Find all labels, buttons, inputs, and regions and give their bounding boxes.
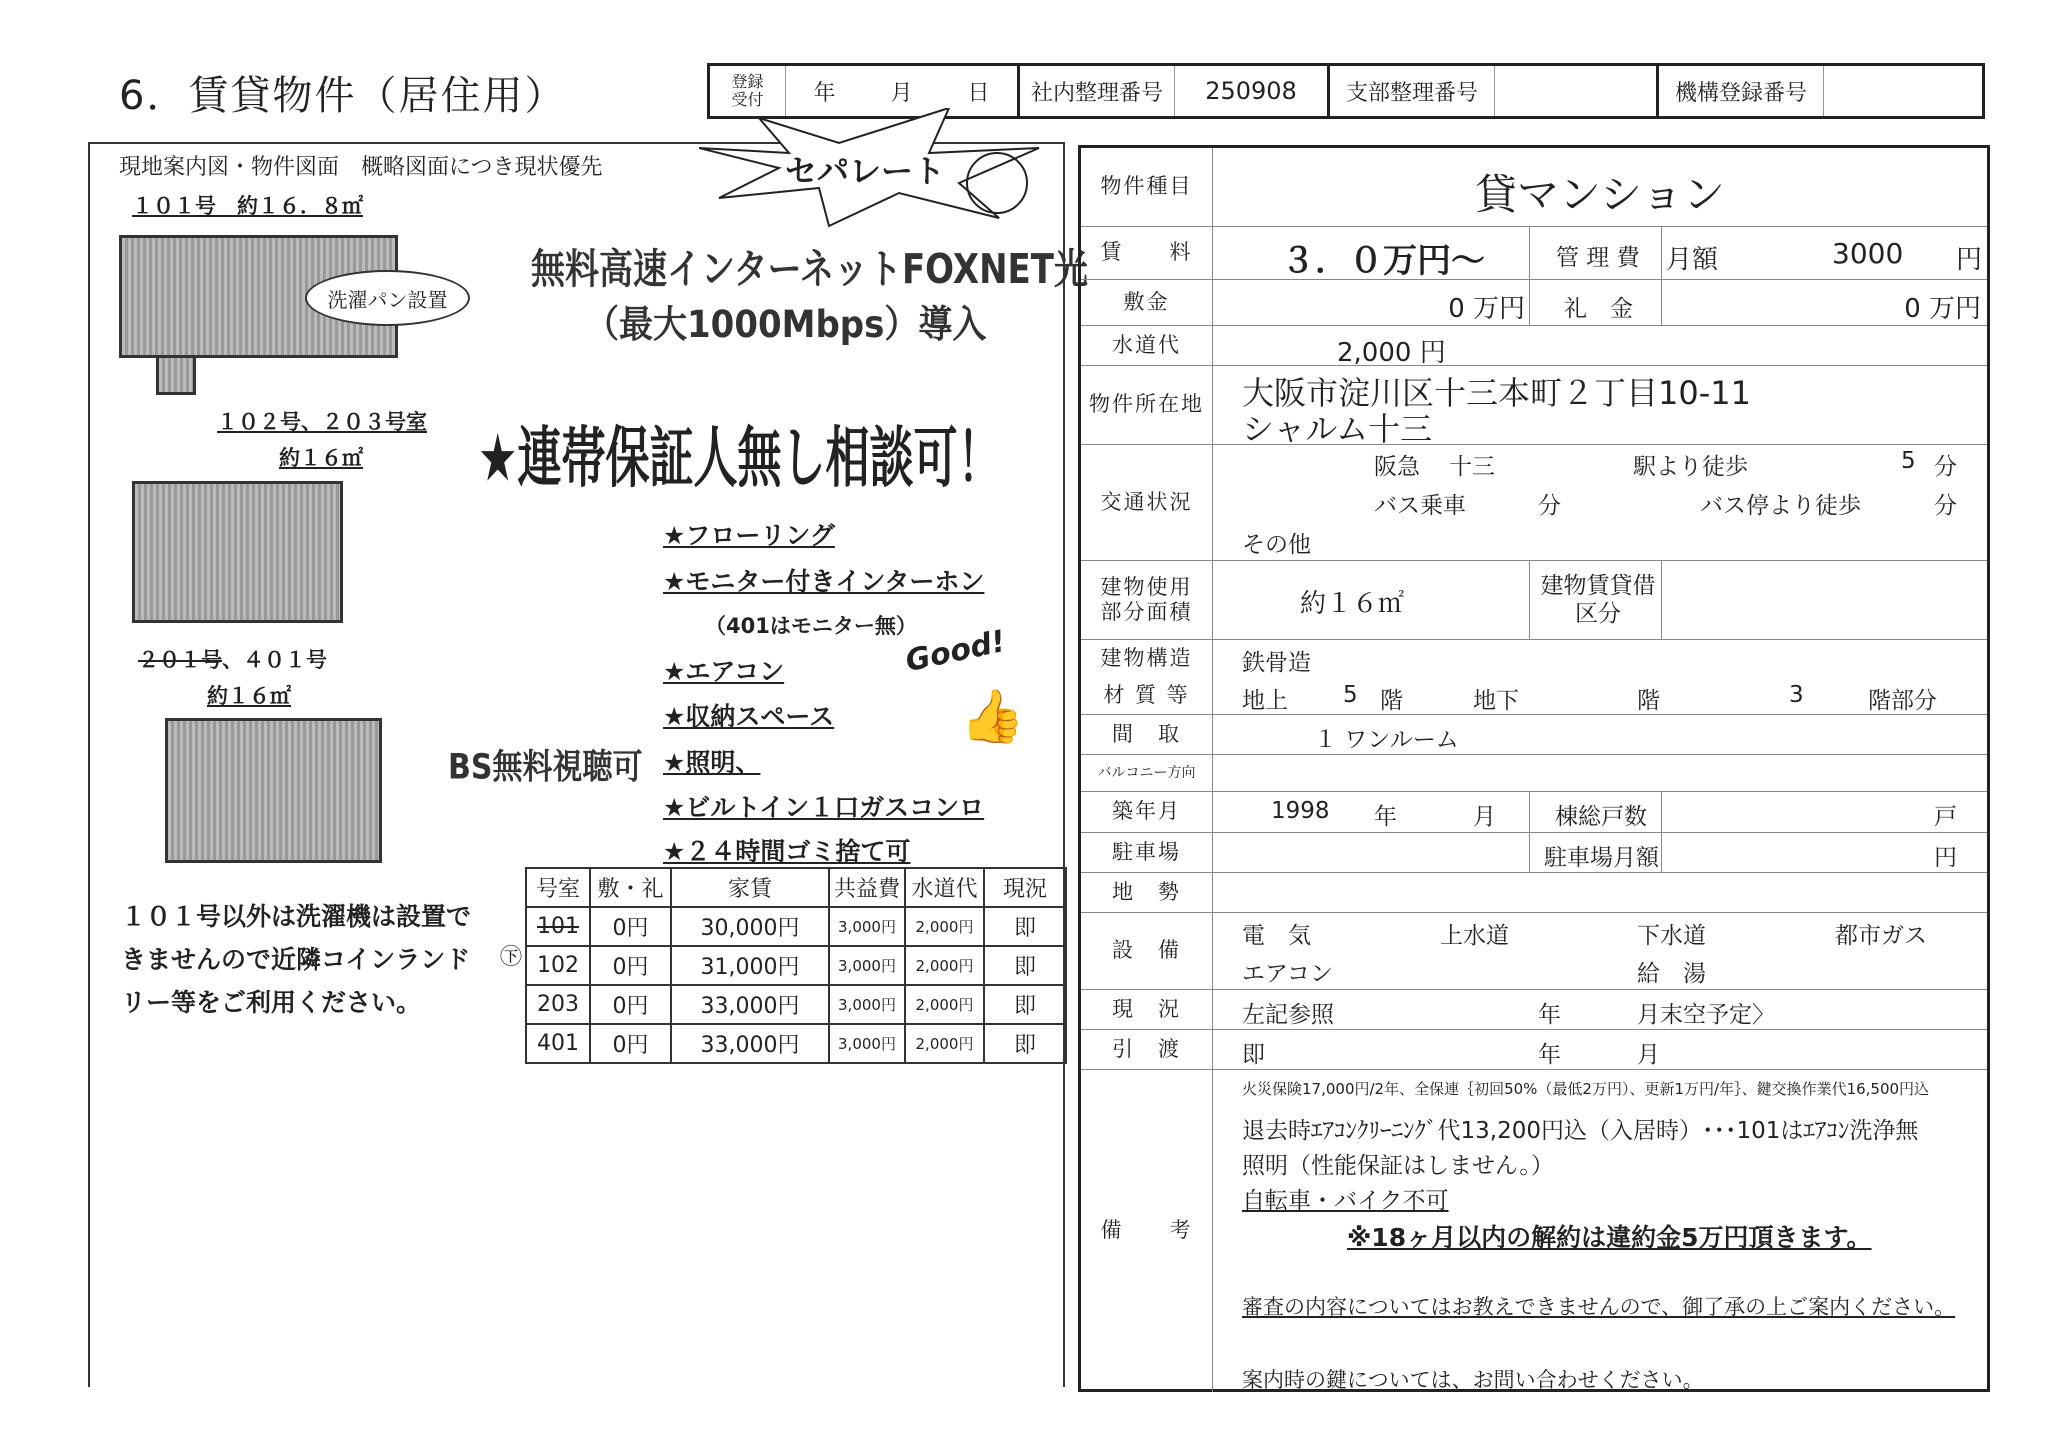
cell: 0円: [590, 946, 671, 985]
label: バルコニー方向: [1081, 755, 1213, 791]
remark-penalty: ※18ヶ月以内の解約は違約金5万円頂きます。: [1347, 1223, 1872, 1252]
floor-plan-401: [165, 718, 382, 863]
row-parking: [1081, 833, 1987, 873]
rent-value: ３．０万円～: [1281, 241, 1485, 281]
col-room: 号室: [526, 868, 590, 907]
units-suffix: 戸: [1934, 804, 1957, 830]
down-mark: ㊦: [500, 945, 523, 970]
label: 建物構造: [1100, 645, 1193, 670]
equip-sewer: 下水道: [1637, 923, 1706, 949]
row-balcony: [1081, 755, 1987, 792]
label: 備 考: [1081, 1070, 1213, 1392]
property-details-table: [1078, 145, 1990, 1392]
remark-line: 照明（性能保証はしません。）: [1242, 1153, 1554, 1179]
address-line2: シャルム十三: [1242, 410, 1433, 448]
floor-part-label: 階部分: [1868, 688, 1937, 714]
month-unit: 月: [1637, 1042, 1660, 1068]
cell: 即: [984, 907, 1066, 946]
below-label: 地下: [1473, 688, 1519, 714]
deposit-value: 0 万円: [1448, 294, 1525, 324]
label: 設 備: [1081, 913, 1213, 989]
label: 水道代: [1081, 326, 1213, 365]
unit-102-label: １０２号、２０３号室: [217, 410, 427, 434]
key-money-label: 礼 金: [1564, 296, 1633, 322]
remark-line: 火災保険17,000円/2年、全保連｛初回50%（最低2万円）、更新1万円/年｝、鍵交換作業代16,500円込: [1242, 1080, 1930, 1098]
remark-line: 案内時の鍵については、お問い合わせください。: [1242, 1368, 1704, 1392]
floor-unit: 階: [1637, 688, 1660, 714]
row-terrain: [1081, 873, 1987, 913]
cell: 33,000円: [671, 985, 829, 1024]
equip-water: 上水道: [1440, 923, 1509, 949]
walk-minutes: 5: [1901, 448, 1916, 474]
row-status: [1081, 990, 1987, 1030]
col-water: 水道代: [905, 868, 984, 907]
structure-value: 鉄骨造: [1242, 650, 1311, 676]
handover-value: 即: [1242, 1042, 1265, 1068]
col-common-fee: 共益費: [829, 868, 905, 907]
feature-garbage: ★２４時間ゴミ捨て可: [663, 837, 911, 866]
cell: 3,000円: [829, 946, 905, 985]
cell: 30,000円: [671, 907, 829, 946]
org-no: [1824, 66, 1982, 116]
year-label: 年: [813, 80, 836, 106]
internet-line1: 無料高速インターネットFOXNET光: [531, 245, 1088, 294]
day-label: 日: [967, 80, 990, 106]
table-row: [526, 985, 1066, 1024]
floors-value: 5: [1343, 682, 1358, 708]
month-label: 月: [890, 80, 913, 106]
internal-no: 250908: [1175, 66, 1330, 116]
equip-electric: 電 気: [1242, 923, 1311, 949]
cell: 即: [984, 946, 1066, 985]
unit-101-label: １０１号 約１６．８㎡: [132, 194, 363, 218]
cell: 3,000円: [829, 985, 905, 1024]
guarantor-notice: ★連帯保証人無し相談可！: [478, 420, 1002, 497]
row-deposit: [1081, 280, 1987, 326]
unit-401-label: 、４０１号: [222, 648, 327, 672]
map-title: 現地案内図・物件図面 概略図面につき現状優先: [119, 155, 603, 180]
internal-no-label: 社内整理番号: [1020, 66, 1175, 116]
built-year: 1998: [1271, 798, 1330, 824]
bs-free-label: BS無料視聴可: [448, 747, 643, 788]
thumbs-up-icon: 👍: [960, 687, 1025, 747]
separate-label: セパレート: [785, 152, 946, 190]
col-status: 現況: [984, 868, 1066, 907]
cell: 即: [984, 985, 1066, 1024]
year-unit: 年: [1538, 1002, 1561, 1028]
equip-gas: 都市ガス: [1835, 923, 1927, 949]
remark-line: 自転車・バイク不可: [1242, 1188, 1449, 1214]
vacancy-value: 月末空予定〉: [1637, 1002, 1775, 1028]
equip-hotwater: 給 湯: [1637, 961, 1706, 987]
floor-plan-101-entrance: [156, 355, 196, 395]
status-value: 左記参照: [1242, 1002, 1334, 1028]
label: 駐車場: [1081, 833, 1213, 872]
yen: 円: [1956, 245, 1983, 275]
branch-no-label: 支部整理番号: [1330, 66, 1495, 116]
row-rent: [1081, 227, 1987, 280]
feature-intercom: ★モニター付きインターホン: [663, 567, 985, 596]
station: 十三: [1449, 454, 1495, 480]
row-water: [1081, 326, 1987, 366]
feature-lighting: ★照明、: [663, 748, 761, 777]
mgmt-label: 管 理 費: [1556, 245, 1640, 271]
layout-value: １ ワンルーム: [1314, 727, 1459, 753]
row-layout: [1081, 715, 1987, 755]
cell: 3,000円: [829, 1024, 905, 1063]
good-thumb-label: Good!: [902, 623, 1009, 680]
minutes-unit: 分: [1538, 493, 1561, 519]
washer-note-line: １０１号以外は洗濯機は設置で: [121, 902, 472, 931]
mgmt-period: 月額: [1666, 245, 1719, 275]
callout-washer-pan: 洗濯パン設置: [305, 270, 470, 326]
feature-intercom-note: （401はモニター無）: [705, 614, 917, 638]
above-label: 地上: [1242, 688, 1288, 714]
floor-plan-102: [132, 481, 343, 623]
year-unit: 年: [1374, 804, 1397, 830]
equip-aircon: エアコン: [1242, 961, 1333, 987]
remark-line: 審査の内容についてはお教えできませんので、御了承の上ご案内ください。: [1242, 1295, 1956, 1319]
feature-flooring: ★フローリング: [663, 521, 835, 550]
bus-label: バス乗車: [1374, 493, 1466, 519]
unit-201-struck: ２０１号: [138, 648, 222, 672]
org-no-label: 機構登録番号: [1659, 66, 1824, 116]
cell: 31,000円: [671, 946, 829, 985]
label: 築年月: [1081, 792, 1213, 832]
label: 物件種目: [1081, 148, 1213, 226]
cell: 102: [526, 946, 590, 985]
row-type: [1081, 148, 1987, 227]
other-label: その他: [1242, 532, 1311, 558]
address-line1: 大阪市淀川区十三本町２丁目10-11: [1242, 374, 1751, 412]
cell: 101: [526, 907, 590, 946]
remark-line: 退去時ｴｱｺﾝｸﾘｰﾆﾝｸﾞ代13,200円込（入居時）･･･101はｴｱｺﾝ洗浄無: [1242, 1118, 1919, 1144]
table-row: [526, 907, 1066, 946]
row-address: [1081, 366, 1987, 448]
key-money-value: 0 万円: [1904, 294, 1981, 324]
label: 敷金: [1081, 280, 1213, 325]
walk-label: 駅より徒歩: [1633, 454, 1748, 480]
rent-table: [525, 867, 1067, 1064]
label: 現 況: [1081, 990, 1213, 1029]
row-remarks: [1081, 1070, 1987, 1392]
label: 交通状況: [1081, 445, 1213, 560]
minutes-unit: 分: [1934, 454, 1957, 480]
label: 地 勢: [1081, 873, 1213, 912]
label: 物件所在地: [1081, 366, 1213, 444]
table-header-row: [526, 868, 1066, 907]
cell: 2,000円: [905, 946, 984, 985]
internet-line2: （最大1000Mbps）導入: [585, 302, 987, 347]
cell: 0円: [590, 907, 671, 946]
reg-label: 登録受付: [710, 66, 786, 116]
area-value: 約１６㎡: [1300, 589, 1405, 619]
property-type: 貸マンション: [1474, 170, 1726, 219]
row-structure: [1081, 640, 1987, 715]
rail-line: 阪急: [1374, 454, 1420, 480]
unit-102-area: 約１６㎡: [279, 446, 363, 470]
label: 賃 料: [1081, 227, 1213, 279]
table-row: [526, 1024, 1066, 1063]
parking-fee-label: 駐車場月額: [1544, 845, 1659, 871]
cell: 2,000円: [905, 907, 984, 946]
cell: 2,000円: [905, 1024, 984, 1063]
cell: 即: [984, 1024, 1066, 1063]
feature-storage: ★収納スペース: [663, 702, 835, 731]
washer-note-line: リー等をご利用ください。: [121, 988, 422, 1017]
feature-aircon: ★エアコン: [663, 657, 785, 686]
page-title: 6．賃貸物件（居住用）: [119, 73, 567, 119]
cell: 0円: [590, 985, 671, 1024]
cell: 0円: [590, 1024, 671, 1063]
lease-type-label: 建物賃貸借区分: [1540, 573, 1656, 627]
yen: 円: [1934, 845, 1957, 871]
row-handover: [1081, 1030, 1987, 1070]
year-unit: 年: [1538, 1042, 1561, 1068]
branch-no: [1495, 66, 1659, 116]
unit-floor-value: 3: [1789, 682, 1804, 708]
floor-unit: 階: [1380, 688, 1403, 714]
mgmt-fee: 3000: [1832, 237, 1904, 270]
washer-note: [121, 895, 471, 1024]
unit-401-area: 約１６㎡: [207, 684, 291, 708]
cell: 203: [526, 985, 590, 1024]
label: 引 渡: [1081, 1030, 1213, 1069]
row-transport: [1081, 445, 1987, 561]
row-built: [1081, 792, 1987, 833]
cell: 3,000円: [829, 907, 905, 946]
structure-labels: [1081, 640, 1213, 714]
row-equipment: [1081, 913, 1987, 990]
table-row: [526, 946, 1066, 985]
col-deposit: 敷・礼: [590, 868, 671, 907]
cell: 2,000円: [905, 985, 984, 1024]
bus-walk-label: バス停より徒歩: [1700, 493, 1861, 519]
row-area: [1081, 561, 1987, 640]
label: 建物使用部分面積: [1081, 561, 1213, 639]
minutes-unit: 分: [1934, 493, 1957, 519]
cell: 33,000円: [671, 1024, 829, 1063]
washer-note-line: きませんので近隣コインランド: [121, 945, 471, 974]
units-label: 棟総戸数: [1555, 804, 1647, 830]
unit-201-401-label: [138, 644, 327, 674]
month-unit: 月: [1473, 804, 1496, 830]
cell: 401: [526, 1024, 590, 1063]
feature-gas-stove: ★ビルトイン１口ガスコンロ: [663, 793, 985, 822]
col-rent: 家賃: [671, 868, 829, 907]
label: 間 取: [1081, 715, 1213, 754]
label: 材 質 等: [1103, 683, 1190, 707]
water-value: 2,000 円: [1337, 338, 1446, 368]
